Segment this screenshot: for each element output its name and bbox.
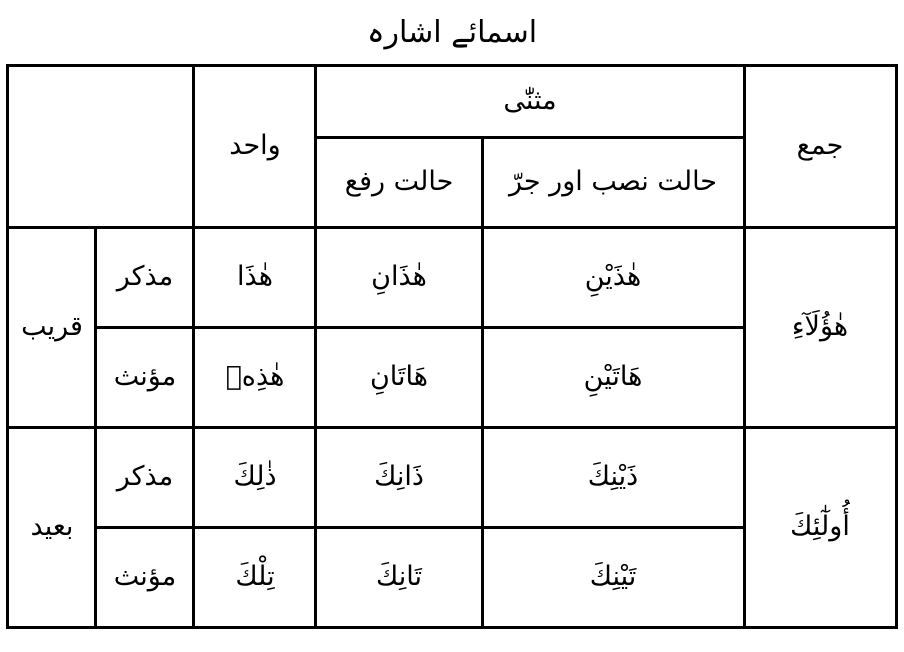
cell-group-label-baeed: بعید — [8, 428, 96, 628]
table-header-row-1 — [8, 66, 896, 138]
cell-wahid-qareeb-mudhakkar: هٰذَا — [194, 228, 316, 328]
cell-musanna-rafa-baeed-muannath: تَانِكَ — [316, 528, 482, 628]
cell-musanna-rafa-baeed-mudhakkar: ذَانِكَ — [316, 428, 482, 528]
demonstrative-pronouns-table — [6, 64, 897, 629]
cell-gender-qareeb-muannath: مؤنث — [96, 328, 194, 428]
cell-musanna-nasb-qareeb-mudhakkar: هٰذَيْنِ — [482, 228, 744, 328]
cell-wahid-baeed-mudhakkar: ذٰلِكَ — [194, 428, 316, 528]
cell-musanna-rafa-qareeb-muannath: هَاتَانِ — [316, 328, 482, 428]
cell-gender-baeed-mudhakkar: مذکر — [96, 428, 194, 528]
table-row — [8, 228, 896, 328]
cell-wahid-baeed-muannath: تِلْكَ — [194, 528, 316, 628]
cell-group-label-qareeb: قریب — [8, 228, 96, 428]
cell-musanna-nasb-qareeb-muannath: هَاتَيْنِ — [482, 328, 744, 428]
cell-gender-qareeb-mudhakkar: مذکر — [96, 228, 194, 328]
cell-musanna-nasb-baeed-mudhakkar: ذَيْنِكَ — [482, 428, 744, 528]
header-musanna: مثنّٰی — [316, 66, 744, 138]
table-row — [8, 428, 896, 528]
header-jama: جمع — [744, 66, 896, 228]
cell-musanna-rafa-qareeb-mudhakkar: هٰذَانِ — [316, 228, 482, 328]
cell-jama-baeed: أُولٰٓئِكَ — [744, 428, 896, 628]
cell-musanna-nasb-baeed-muannath: تَيْنِكَ — [482, 528, 744, 628]
cell-wahid-qareeb-muannath: هٰذِهٖ — [194, 328, 316, 428]
header-wahid: واحد — [194, 66, 316, 228]
header-musanna-rafa: حالت رفع — [316, 138, 482, 228]
cell-gender-baeed-muannath: مؤنث — [96, 528, 194, 628]
cell-jama-qareeb: هٰؤُلَآءِ — [744, 228, 896, 428]
header-musanna-nasb-jar: حالت نصب اور جرّ — [482, 138, 744, 228]
page-title: اسمائے اشارہ — [366, 15, 538, 50]
header-corner-blank — [8, 66, 194, 228]
